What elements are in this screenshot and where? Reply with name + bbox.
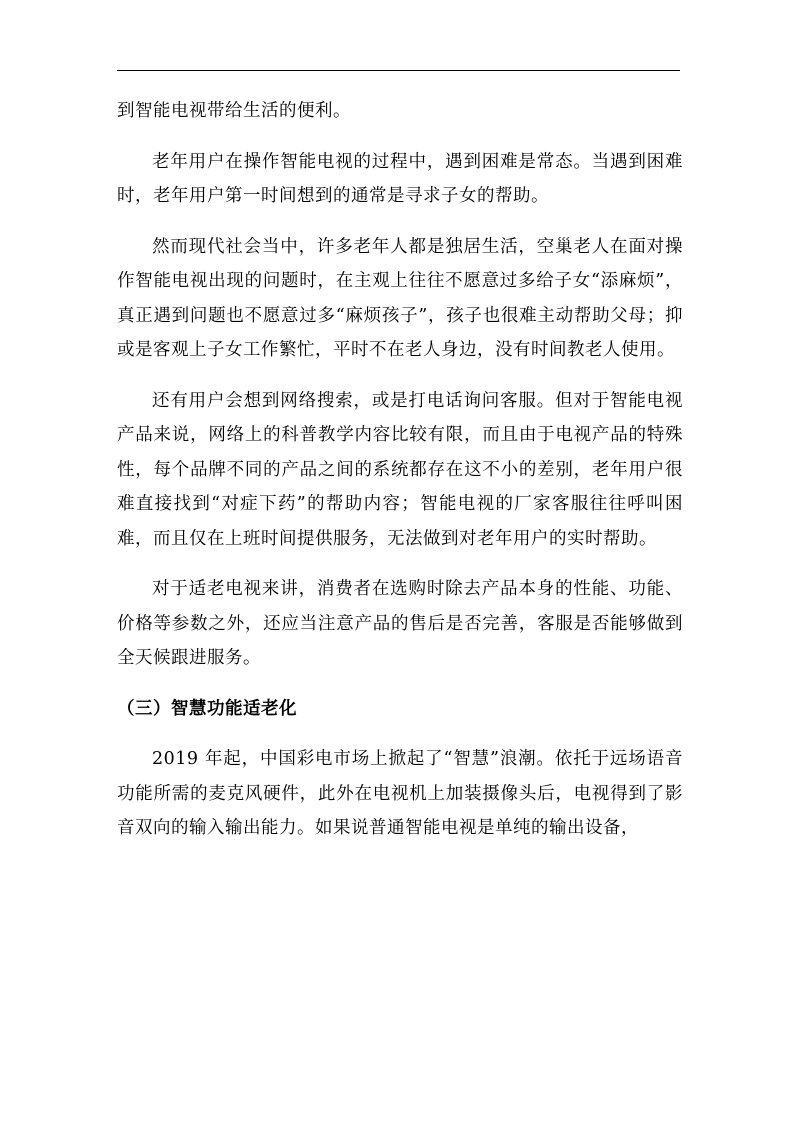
paragraph-living-alone: 然而现代社会当中，许多老年人都是独居生活，空巢老人在面对操作智能电视出现的问题时，在主观上往往不愿意过多给子女“添麻烦”，真正遇到问题也不愿意过多“麻烦孩子”，孩子也很难主动帮助父母；抑或是客观上子女工作繁忙，平时不在老人身边，没有时间教老人使用。: [117, 236, 683, 360]
paragraph-smart-trend: 2019 年起，中国彩电市场上掀起了“智慧”浪潮。依托于远场语音功能所需的麦克风硬件，此外在电视机上加装摄像头后，电视得到了影音双向的输入输出能力。如果说普通智能电视是单纯的输出设备，: [117, 749, 683, 838]
header-rule: [117, 70, 680, 71]
paragraph-elderly-difficulty: 老年用户在操作智能电视的过程中，遇到困难是常态。当遇到困难时，老年用户第一时间想到的通常是寻求子女的帮助。: [117, 151, 683, 206]
paragraph-continuation: 到智能电视带给生活的便利。: [117, 101, 351, 121]
paragraph-after-sales: 对于适老电视来讲，消费者在选购时除去产品本身的性能、功能、价格等参数之外，还应当注意产品的售后是否完善，客服是否能够做到全天候跟进服务。: [117, 579, 683, 668]
paragraph-online-search: 还有用户会想到网络搜索，或是打电话询问客服。但对于智能电视产品来说，网络上的科普教学内容比较有限，而且由于电视产品的特殊性，每个品牌不同的产品之间的系统都存在这不小的差别，老年用户很难直接找到“对症下药”的帮助内容；智能电视的厂家客服往往呼叫困难，而且仅在上班时间提供服务，无法做到对老年用户的实时帮助。: [117, 390, 683, 549]
document-body: [117, 94, 683, 862]
section-heading: （三）智慧功能适老化: [117, 698, 297, 719]
